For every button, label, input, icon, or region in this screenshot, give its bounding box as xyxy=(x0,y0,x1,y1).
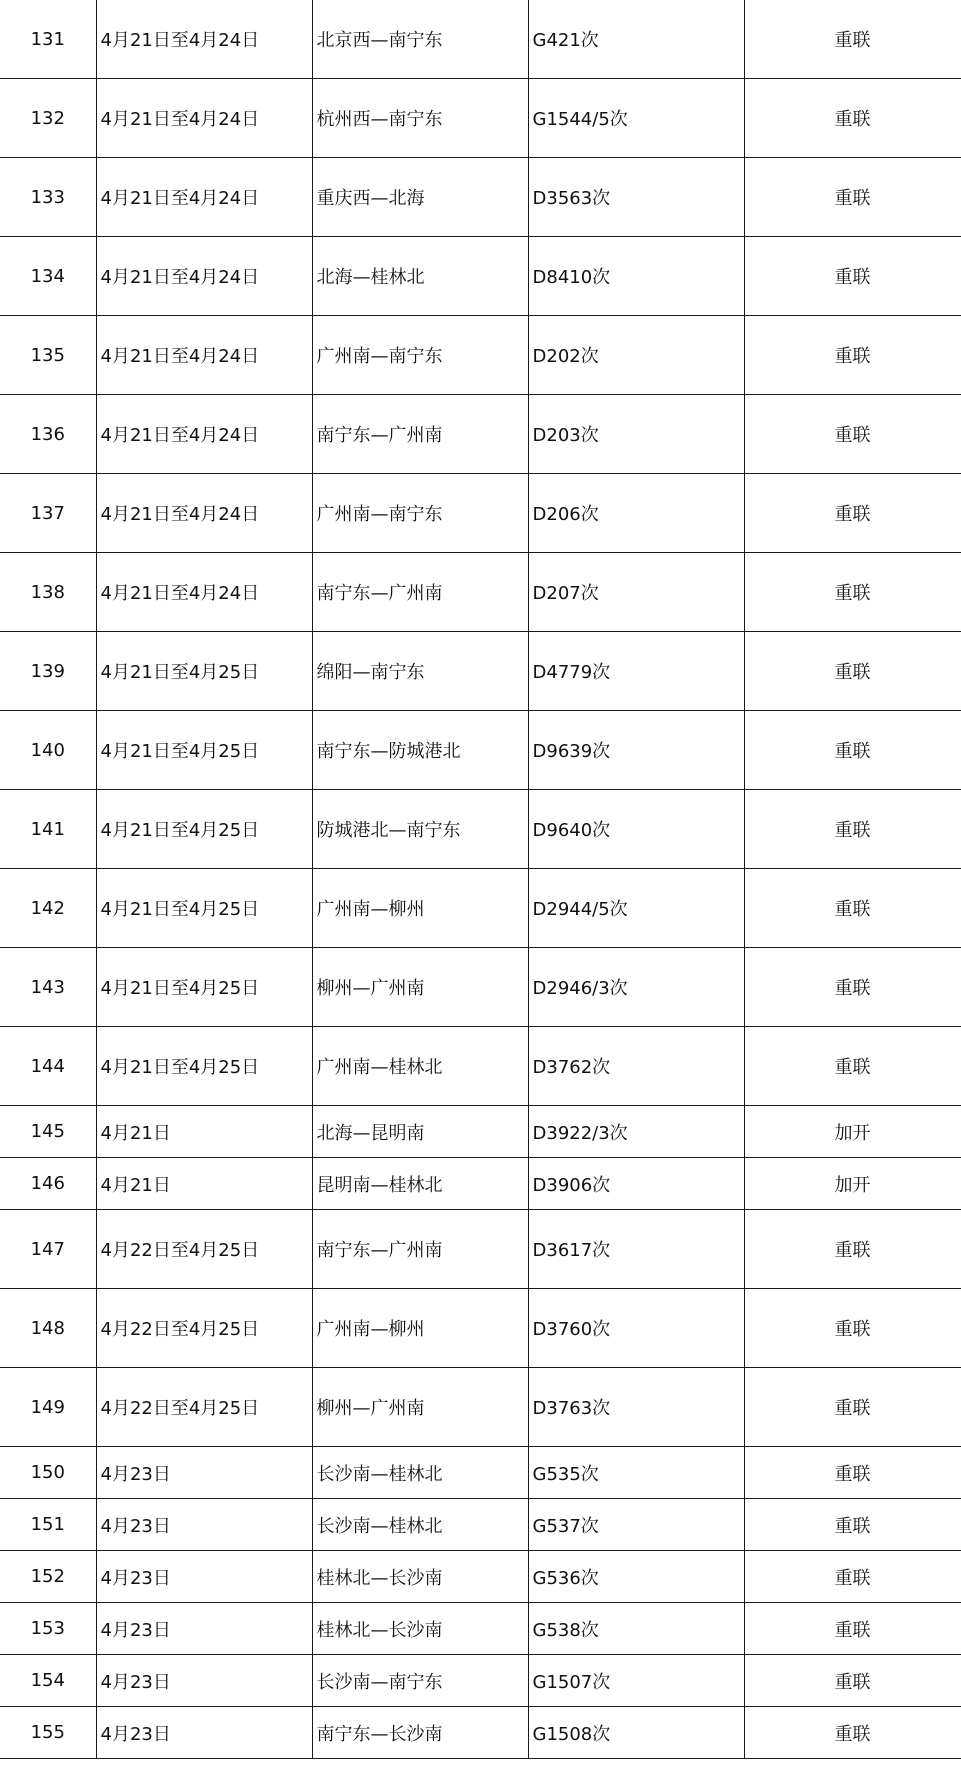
row-number-cell: 139 xyxy=(0,632,96,711)
date-range-cell: 4月21日至4月25日 xyxy=(96,869,312,948)
row-number-cell: 148 xyxy=(0,1289,96,1368)
date-range-cell: 4月21日至4月24日 xyxy=(96,79,312,158)
row-number-cell: 150 xyxy=(0,1447,96,1499)
row-number-cell: 134 xyxy=(0,237,96,316)
train-number-cell: D3763次 xyxy=(528,1368,744,1447)
route-cell: 南宁东—广州南 xyxy=(312,395,528,474)
table-row xyxy=(0,1655,961,1707)
date-range-cell: 4月21日至4月25日 xyxy=(96,948,312,1027)
operation-type-cell: 重联 xyxy=(744,711,961,790)
row-number-cell: 152 xyxy=(0,1551,96,1603)
operation-type-cell: 重联 xyxy=(744,1210,961,1289)
date-range-cell: 4月21日至4月24日 xyxy=(96,237,312,316)
table-row xyxy=(0,1027,961,1106)
row-number-cell: 154 xyxy=(0,1655,96,1707)
row-number-cell: 133 xyxy=(0,158,96,237)
table-row xyxy=(0,711,961,790)
route-cell: 南宁东—广州南 xyxy=(312,553,528,632)
operation-type-cell: 重联 xyxy=(744,869,961,948)
train-number-cell: D3922/3次 xyxy=(528,1106,744,1158)
table-row xyxy=(0,1106,961,1158)
date-range-cell: 4月21日 xyxy=(96,1158,312,1210)
operation-type-cell: 重联 xyxy=(744,1551,961,1603)
route-cell: 绵阳—南宁东 xyxy=(312,632,528,711)
operation-type-cell: 重联 xyxy=(744,553,961,632)
row-number-cell: 149 xyxy=(0,1368,96,1447)
table-row xyxy=(0,1158,961,1210)
row-number-cell: 136 xyxy=(0,395,96,474)
table-row xyxy=(0,1551,961,1603)
table-row xyxy=(0,316,961,395)
train-number-cell: G537次 xyxy=(528,1499,744,1551)
row-number-cell: 132 xyxy=(0,79,96,158)
row-number-cell: 140 xyxy=(0,711,96,790)
route-cell: 杭州西—南宁东 xyxy=(312,79,528,158)
operation-type-cell: 重联 xyxy=(744,1289,961,1368)
operation-type-cell: 重联 xyxy=(744,632,961,711)
route-cell: 桂林北—长沙南 xyxy=(312,1603,528,1655)
operation-type-cell: 加开 xyxy=(744,1158,961,1210)
operation-type-cell: 重联 xyxy=(744,1368,961,1447)
date-range-cell: 4月21日 xyxy=(96,1106,312,1158)
date-range-cell: 4月23日 xyxy=(96,1603,312,1655)
operation-type-cell: 重联 xyxy=(744,395,961,474)
train-number-cell: D3906次 xyxy=(528,1158,744,1210)
date-range-cell: 4月22日至4月25日 xyxy=(96,1210,312,1289)
table-row xyxy=(0,948,961,1027)
table-row xyxy=(0,237,961,316)
row-number-cell: 138 xyxy=(0,553,96,632)
date-range-cell: 4月21日至4月24日 xyxy=(96,316,312,395)
date-range-cell: 4月21日至4月25日 xyxy=(96,790,312,869)
operation-type-cell: 重联 xyxy=(744,1499,961,1551)
operation-type-cell: 重联 xyxy=(744,474,961,553)
table-row xyxy=(0,790,961,869)
table-row xyxy=(0,1210,961,1289)
train-number-cell: D3760次 xyxy=(528,1289,744,1368)
route-cell: 广州南—柳州 xyxy=(312,869,528,948)
route-cell: 长沙南—桂林北 xyxy=(312,1499,528,1551)
table-row xyxy=(0,553,961,632)
table-row xyxy=(0,1447,961,1499)
operation-type-cell: 加开 xyxy=(744,1106,961,1158)
row-number-cell: 144 xyxy=(0,1027,96,1106)
train-number-cell: G1544/5次 xyxy=(528,79,744,158)
train-number-cell: D207次 xyxy=(528,553,744,632)
date-range-cell: 4月21日至4月25日 xyxy=(96,632,312,711)
route-cell: 广州南—桂林北 xyxy=(312,1027,528,1106)
route-cell: 长沙南—桂林北 xyxy=(312,1447,528,1499)
operation-type-cell: 重联 xyxy=(744,237,961,316)
train-number-cell: D206次 xyxy=(528,474,744,553)
table-row xyxy=(0,1368,961,1447)
train-number-cell: G421次 xyxy=(528,0,744,79)
route-cell: 广州南—柳州 xyxy=(312,1289,528,1368)
table-row xyxy=(0,1707,961,1759)
table-row xyxy=(0,1289,961,1368)
train-number-cell: D2944/5次 xyxy=(528,869,744,948)
row-number-cell: 145 xyxy=(0,1106,96,1158)
route-cell: 北海—昆明南 xyxy=(312,1106,528,1158)
row-number-cell: 153 xyxy=(0,1603,96,1655)
row-number-cell: 142 xyxy=(0,869,96,948)
operation-type-cell: 重联 xyxy=(744,1655,961,1707)
route-cell: 北京西—南宁东 xyxy=(312,0,528,79)
route-cell: 防城港北—南宁东 xyxy=(312,790,528,869)
operation-type-cell: 重联 xyxy=(744,1027,961,1106)
route-cell: 重庆西—北海 xyxy=(312,158,528,237)
operation-type-cell: 重联 xyxy=(744,0,961,79)
date-range-cell: 4月21日至4月24日 xyxy=(96,474,312,553)
operation-type-cell: 重联 xyxy=(744,316,961,395)
train-number-cell: D203次 xyxy=(528,395,744,474)
row-number-cell: 135 xyxy=(0,316,96,395)
date-range-cell: 4月22日至4月25日 xyxy=(96,1289,312,1368)
row-number-cell: 131 xyxy=(0,0,96,79)
route-cell: 昆明南—桂林北 xyxy=(312,1158,528,1210)
train-number-cell: G1507次 xyxy=(528,1655,744,1707)
route-cell: 柳州—广州南 xyxy=(312,948,528,1027)
date-range-cell: 4月21日至4月25日 xyxy=(96,1027,312,1106)
route-cell: 广州南—南宁东 xyxy=(312,474,528,553)
row-number-cell: 146 xyxy=(0,1158,96,1210)
train-number-cell: D8410次 xyxy=(528,237,744,316)
operation-type-cell: 重联 xyxy=(744,1447,961,1499)
date-range-cell: 4月22日至4月25日 xyxy=(96,1368,312,1447)
train-number-cell: D3762次 xyxy=(528,1027,744,1106)
row-number-cell: 147 xyxy=(0,1210,96,1289)
date-range-cell: 4月21日至4月24日 xyxy=(96,553,312,632)
date-range-cell: 4月23日 xyxy=(96,1551,312,1603)
table-row xyxy=(0,158,961,237)
train-number-cell: D4779次 xyxy=(528,632,744,711)
operation-type-cell: 重联 xyxy=(744,79,961,158)
table-row xyxy=(0,869,961,948)
table-row xyxy=(0,0,961,79)
table-row xyxy=(0,79,961,158)
route-cell: 南宁东—长沙南 xyxy=(312,1707,528,1759)
train-number-cell: D9639次 xyxy=(528,711,744,790)
table-row xyxy=(0,474,961,553)
row-number-cell: 141 xyxy=(0,790,96,869)
route-cell: 长沙南—南宁东 xyxy=(312,1655,528,1707)
route-cell: 桂林北—长沙南 xyxy=(312,1551,528,1603)
operation-type-cell: 重联 xyxy=(744,1603,961,1655)
table-row xyxy=(0,1499,961,1551)
train-number-cell: G538次 xyxy=(528,1603,744,1655)
train-number-cell: D3563次 xyxy=(528,158,744,237)
date-range-cell: 4月21日至4月24日 xyxy=(96,158,312,237)
date-range-cell: 4月23日 xyxy=(96,1499,312,1551)
route-cell: 柳州—广州南 xyxy=(312,1368,528,1447)
route-cell: 北海—桂林北 xyxy=(312,237,528,316)
train-number-cell: G535次 xyxy=(528,1447,744,1499)
route-cell: 广州南—南宁东 xyxy=(312,316,528,395)
operation-type-cell: 重联 xyxy=(744,158,961,237)
train-number-cell: D2946/3次 xyxy=(528,948,744,1027)
date-range-cell: 4月21日至4月25日 xyxy=(96,711,312,790)
date-range-cell: 4月23日 xyxy=(96,1707,312,1759)
table-row xyxy=(0,395,961,474)
date-range-cell: 4月21日至4月24日 xyxy=(96,0,312,79)
train-number-cell: D9640次 xyxy=(528,790,744,869)
train-number-cell: D3617次 xyxy=(528,1210,744,1289)
route-cell: 南宁东—广州南 xyxy=(312,1210,528,1289)
table-row xyxy=(0,1603,961,1655)
operation-type-cell: 重联 xyxy=(744,790,961,869)
table-row xyxy=(0,632,961,711)
row-number-cell: 155 xyxy=(0,1707,96,1759)
train-number-cell: G536次 xyxy=(528,1551,744,1603)
date-range-cell: 4月21日至4月24日 xyxy=(96,395,312,474)
train-number-cell: G1508次 xyxy=(528,1707,744,1759)
route-cell: 南宁东—防城港北 xyxy=(312,711,528,790)
row-number-cell: 143 xyxy=(0,948,96,1027)
date-range-cell: 4月23日 xyxy=(96,1447,312,1499)
date-range-cell: 4月23日 xyxy=(96,1655,312,1707)
row-number-cell: 137 xyxy=(0,474,96,553)
operation-type-cell: 重联 xyxy=(744,1707,961,1759)
train-number-cell: D202次 xyxy=(528,316,744,395)
operation-type-cell: 重联 xyxy=(744,948,961,1027)
row-number-cell: 151 xyxy=(0,1499,96,1551)
